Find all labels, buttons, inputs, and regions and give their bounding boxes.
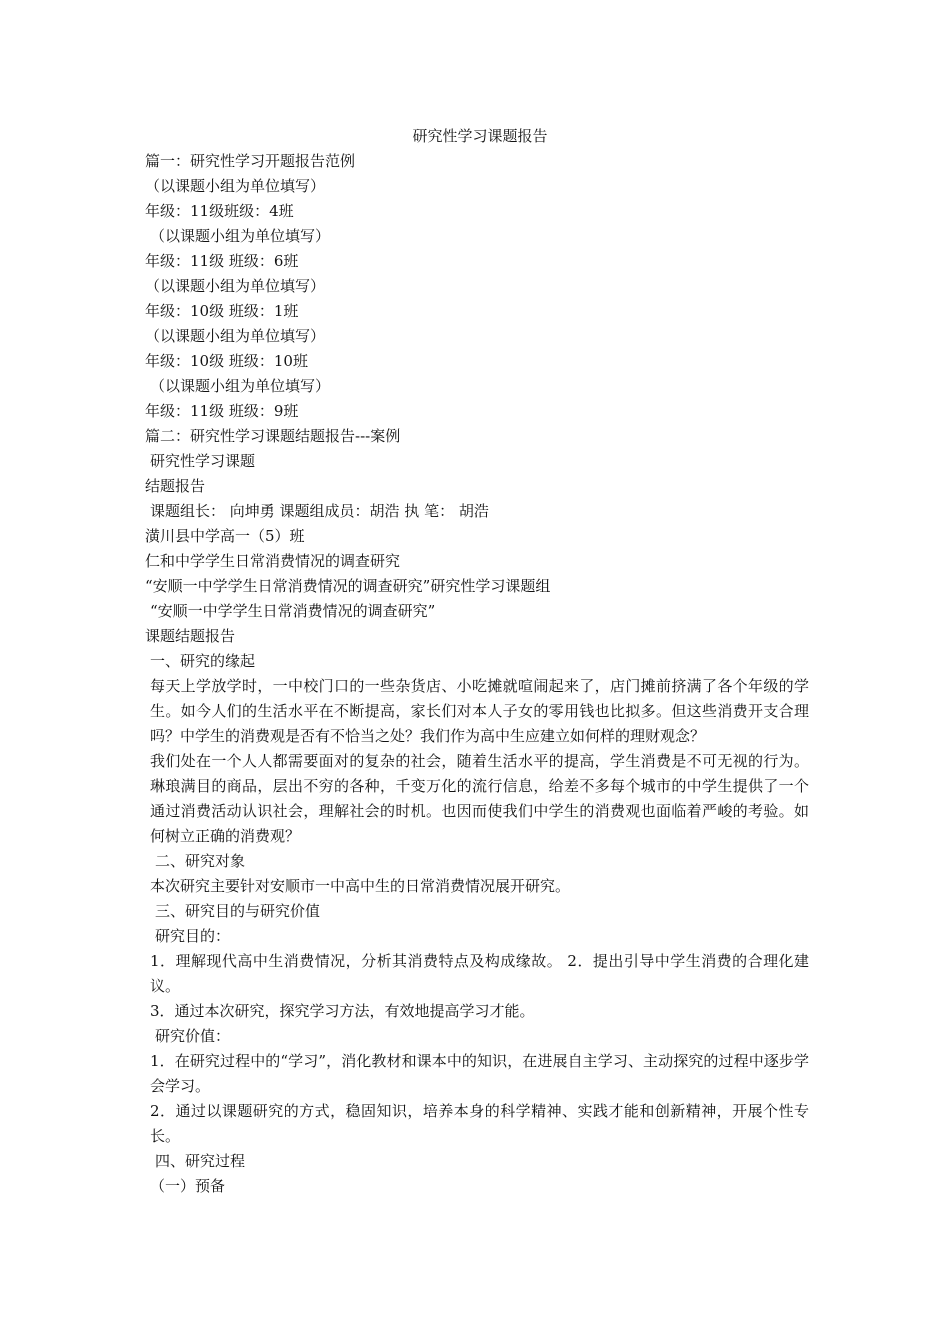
grade-class-line: 年级：11级 班级：6班 bbox=[145, 252, 299, 270]
section-heading: 二、研究对象 bbox=[155, 852, 246, 870]
body-paragraph: 我们处在一个人人都需要面对的复杂的社会，随着生活水平的提高，学生消费是不可无视的行为。琳琅满目的商品，层出不穷的各种，千变万化的流行信息，给差不多每个城市的中学生提供了一个通过消费活动认识社会，理解社会的时机。也因而使我们中学生的消费观也面临着严峻的考验。如何树立正确的消费观？ bbox=[150, 752, 809, 845]
school-class-line: 潢川县中学高一（5）班 bbox=[145, 527, 305, 545]
form-note: （以课题小组为单位填写） bbox=[145, 177, 326, 195]
list-item: 1．理解现代高中生消费情况，分析其消费特点及构成缘故。 2．提出引导中学生消费的合理化建议。 bbox=[150, 952, 809, 995]
subsection-label: 研究目的： bbox=[155, 927, 231, 945]
document-body bbox=[145, 124, 809, 1199]
list-item: 1．在研究过程中的“学习”，消化教材和课本中的知识，在进展自主学习、主动探究的过程中逐步学会学习。 bbox=[150, 1052, 809, 1095]
subsection-label: 研究价值： bbox=[155, 1027, 231, 1045]
grade-class-line: 年级：11级班级：4班 bbox=[145, 202, 294, 220]
team-members-line: 课题组长： 向坤勇 课题组成员：胡浩 执 笔： 胡浩 bbox=[150, 502, 489, 520]
section-heading: 三、研究目的与研究价值 bbox=[155, 902, 321, 920]
document-title: 研究性学习课题报告 bbox=[412, 127, 548, 145]
grade-class-line: 年级：10级 班级：1班 bbox=[145, 302, 299, 320]
section-heading: 篇一：研究性学习开题报告范例 bbox=[145, 152, 356, 170]
list-item: 3．通过本次研究，探究学习方法，有效地提高学习才能。 bbox=[150, 1002, 535, 1020]
list-item: 2．通过以课题研究的方式，稳固知识，培养本身的科学精神、实践才能和创新精神，开展个性专长。 bbox=[150, 1102, 809, 1145]
form-note: （以课题小组为单位填写） bbox=[150, 227, 331, 245]
body-paragraph: 每天上学放学时，一中校门口的一些杂货店、小吃摊就喧闹起来了，店门摊前挤满了各个年级的学生。如今人们的生活水平在不断提高，家长们对本人子女的零用钱也比拟多。但这些消费开支合理吗？中学生的消费观是否有不恰当之处？我们作为高中生应建立如何样的理财观念？ bbox=[150, 677, 809, 745]
research-topic-line: “安顺一中学学生日常消费情况的调查研究” bbox=[150, 602, 436, 620]
section-heading: 篇二：研究性学习课题结题报告---案例 bbox=[145, 427, 401, 445]
research-group-line: “安顺一中学学生日常消费情况的调查研究”研究性学习课题组 bbox=[145, 577, 551, 595]
section-heading: 一、研究的缘起 bbox=[150, 652, 256, 670]
form-note: （以课题小组为单位填写） bbox=[145, 327, 326, 345]
report-subtitle: 结题报告 bbox=[145, 477, 206, 495]
form-note: （以课题小组为单位填写） bbox=[150, 377, 331, 395]
report-subtitle: 课题结题报告 bbox=[145, 627, 236, 645]
research-topic-line: 仁和中学学生日常消费情况的调查研究 bbox=[145, 552, 401, 570]
subsection-label: （一）预备 bbox=[150, 1177, 226, 1195]
body-paragraph: 本次研究主要针对安顺市一中高中生的日常消费情况展开研究。 bbox=[150, 877, 571, 895]
grade-class-line: 年级：10级 班级：10班 bbox=[145, 352, 308, 370]
form-note: （以课题小组为单位填写） bbox=[145, 277, 326, 295]
grade-class-line: 年级：11级 班级：9班 bbox=[145, 402, 299, 420]
report-subtitle: 研究性学习课题 bbox=[150, 452, 256, 470]
section-heading: 四、研究过程 bbox=[155, 1152, 246, 1170]
